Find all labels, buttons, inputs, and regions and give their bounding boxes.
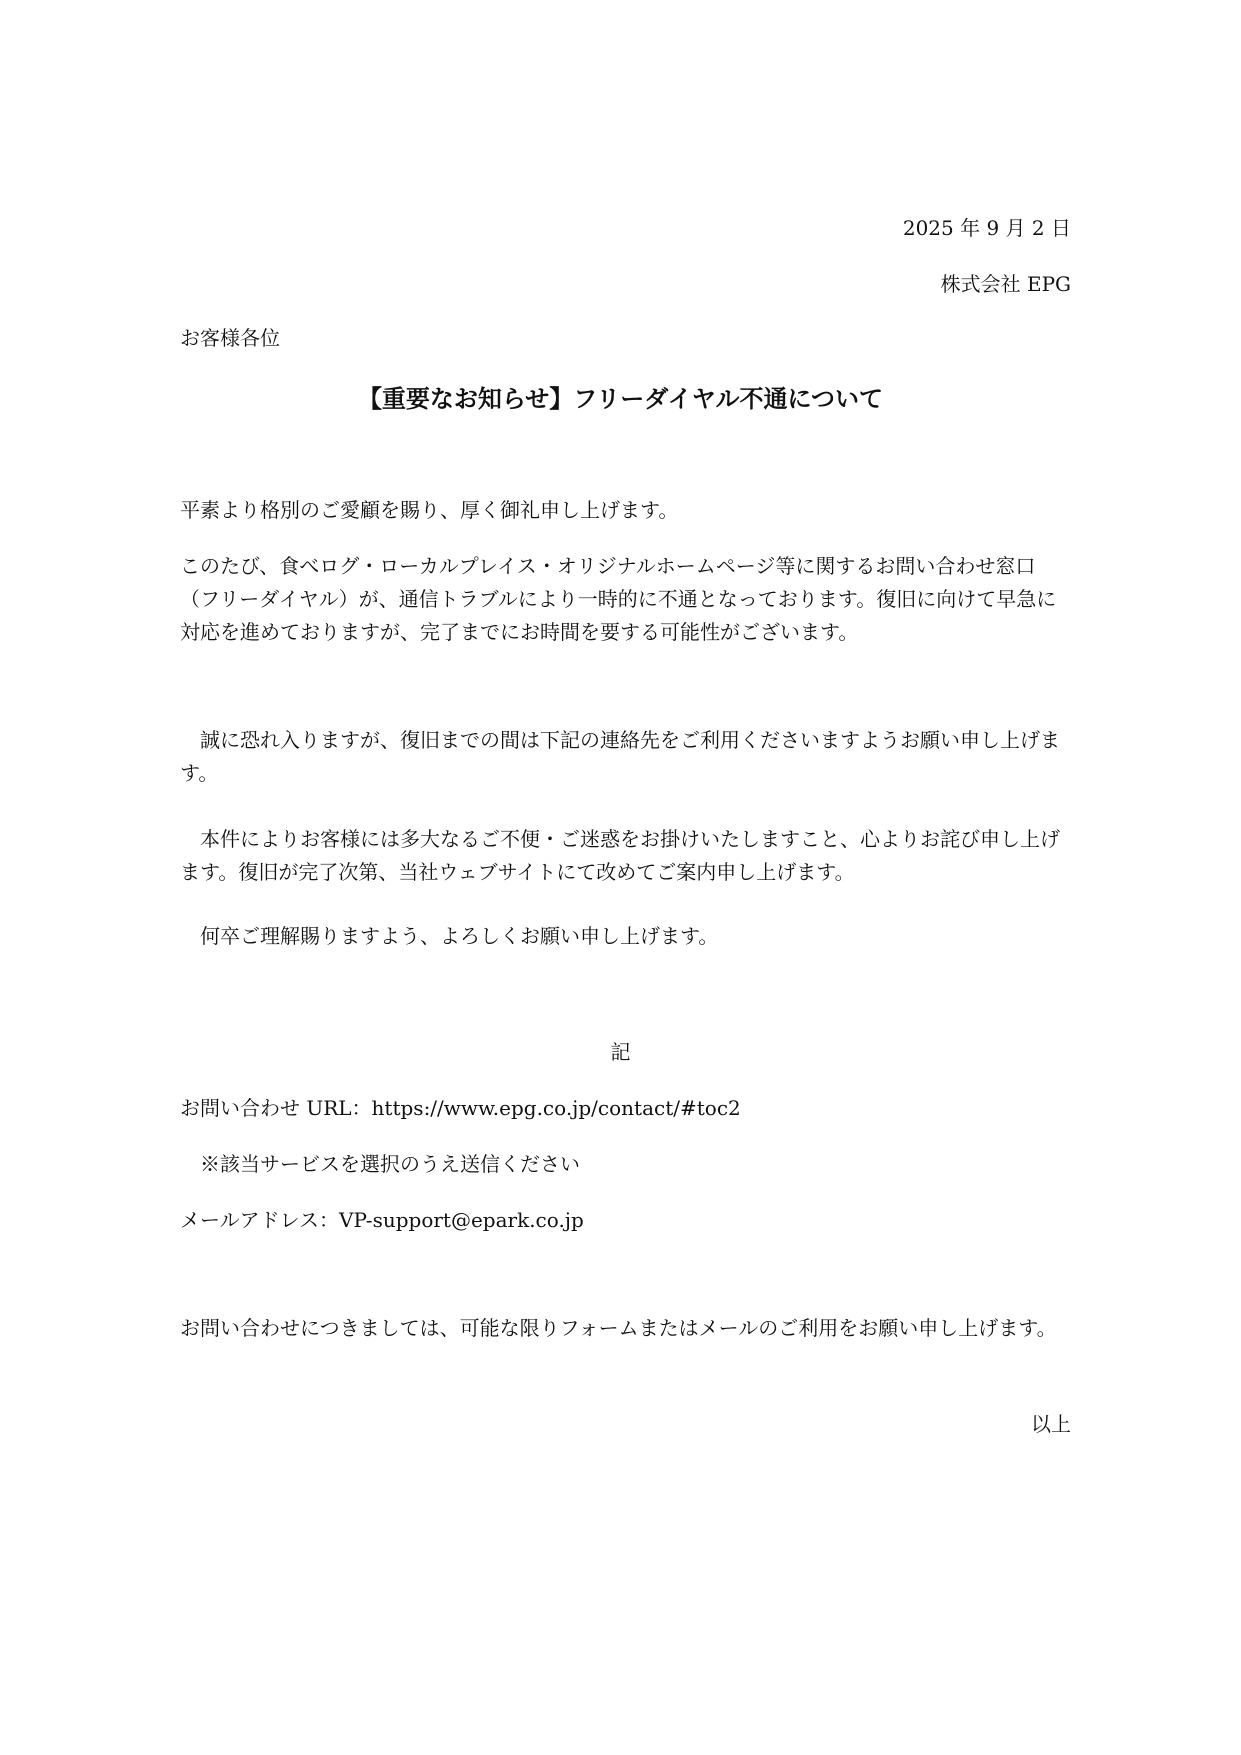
company-name: 株式会社 EPG bbox=[940, 272, 1071, 296]
paragraph-closing-thanks: 何卒ご理解賜りますよう、よろしくお願い申し上げます。 bbox=[200, 924, 719, 948]
contact-note: ※該当サービスを選択のうえ送信ください bbox=[200, 1152, 580, 1176]
end-mark: 以上 bbox=[1031, 1412, 1071, 1436]
page-title: 【重要なお知らせ】フリーダイヤル不通について bbox=[357, 385, 884, 413]
contact-email: メールアドレス：VP-support@epark.co.jp bbox=[180, 1208, 584, 1232]
issue-date: 2025 年 9 月 2 日 bbox=[902, 216, 1071, 240]
paragraph-contact-request: お問い合わせにつきましては、可能な限りフォームまたはメールのご利用をお願い申し上げます。 bbox=[180, 1316, 1057, 1340]
paragraph-greeting: 平素より格別のご愛顧を賜り、厚く御礼申し上げます。 bbox=[180, 498, 679, 522]
contact-url: お問い合わせ URL：https://www.epg.co.jp/contact/#toc2 bbox=[180, 1096, 741, 1120]
ki-heading: 記 bbox=[610, 1040, 631, 1064]
addressee: お客様各位 bbox=[180, 326, 280, 350]
paragraph-request: 誠に恐れ入りますが、復旧までの間は下記の連絡先をご利用くださいますようお願い申し上げます。 bbox=[180, 728, 1060, 785]
paragraph-outage: このたび、食べログ・ローカルプレイス・オリジナルホームページ等に関するお問い合わせ窓口（フリーダイヤル）が、通信トラブルにより一時的に不通となっております。復旧に向けて早急に対応を進めておりますが、完了までにお時間を要する可能性がございます。 bbox=[180, 554, 1057, 644]
paragraph-apology: 本件によりお客様には多大なるご不便・ご迷惑をお掛けいたしますこと、心よりお詫び申し上げます。復旧が完了次第、当社ウェブサイトにて改めてご案内申し上げます。 bbox=[180, 827, 1060, 884]
